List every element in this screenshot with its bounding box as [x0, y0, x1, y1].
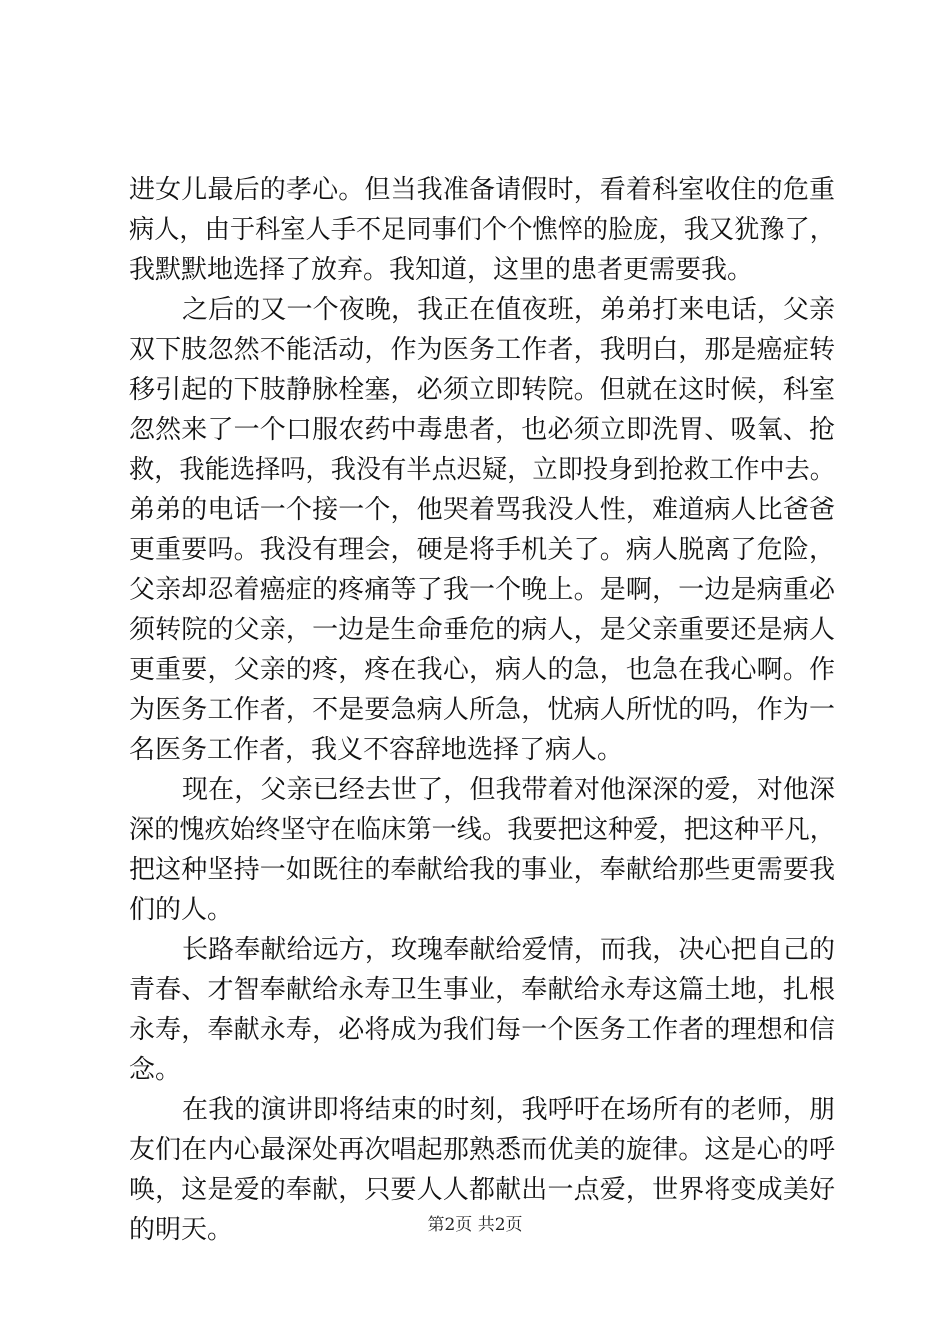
text-line-content: 在我的演讲即将结束的时刻，我呼吁在场所有的老师，朋 [182, 1095, 836, 1125]
text-line [129, 1130, 835, 1170]
text-line [129, 1170, 835, 1210]
text-line [129, 1090, 835, 1130]
text-line-content: 长路奉献给远方，玫瑰奉献给爱情，而我，决心把自己的 [182, 935, 836, 965]
text-line-content: 须转院的父亲，一边是生命垂危的病人，是父亲重要还是病人 [129, 615, 836, 645]
text-line-content: 移引起的下肢静脉栓塞，必须立即转院。但就在这时候，科室 [129, 375, 836, 405]
text-line-content: 永寿，奉献永寿，必将成为我们每一个医务工作者的理想和信 [129, 1015, 836, 1045]
text-line-content: 名医务工作者，我义不容辞地选择了病人。 [129, 735, 624, 765]
text-line [129, 690, 835, 730]
text-line [129, 930, 835, 970]
text-line [129, 370, 835, 410]
text-line-content: 现在，父亲已经去世了，但我带着对他深深的爱，对他深 [182, 775, 836, 805]
text-line-content: 病人，由于科室人手不足同事们个个憔悴的脸庞，我又犹豫了， [129, 215, 835, 245]
text-line [129, 1050, 835, 1090]
text-line [129, 410, 835, 450]
paragraph [129, 290, 835, 770]
page-number-footer: 第2页 共2页 [427, 1215, 523, 1235]
text-line-content: 青春、才智奉献给永寿卫生事业，奉献给永寿这篇土地，扎根 [129, 975, 836, 1005]
text-line-content: 进女儿最后的孝心。但当我准备请假时，看着科室收住的危重 [129, 175, 836, 205]
text-line-content: 为医务工作者，不是要急病人所急，忧病人所忧的吗，作为一 [129, 695, 836, 725]
document-body [129, 170, 835, 1250]
text-line [129, 210, 835, 250]
text-line [129, 250, 835, 290]
text-line-content: 唤，这是爱的奉献，只要人人都献出一点爱，世界将变成美好 [129, 1175, 836, 1205]
text-line-content: 弟弟的电话一个接一个，他哭着骂我没人性，难道病人比爸爸 [129, 495, 836, 525]
text-line-content: 深的愧疚始终坚守在临床第一线。我要把这种爱，把这种平凡， [129, 815, 835, 845]
paragraph [129, 930, 835, 1090]
text-line-content: 双下肢忽然不能活动，作为医务工作者，我明白，那是癌症转 [129, 335, 836, 365]
text-line [129, 1010, 835, 1050]
text-line [129, 290, 835, 330]
text-line [129, 570, 835, 610]
text-line-content: 把这种坚持一如既往的奉献给我的事业，奉献给那些更需要我 [129, 855, 836, 885]
text-line-content: 友们在内心最深处再次唱起那熟悉而优美的旋律。这是心的呼 [129, 1135, 836, 1165]
text-line [129, 730, 835, 770]
text-line [129, 530, 835, 570]
text-line-content: 父亲却忍着癌症的疼痛等了我一个晚上。是啊，一边是病重必 [129, 575, 836, 605]
text-line-content: 的明天。 [129, 1215, 234, 1245]
text-line [129, 450, 835, 490]
text-line-content: 救，我能选择吗，我没有半点迟疑，立即投身到抢救工作中去。 [129, 455, 835, 485]
text-line [129, 970, 835, 1010]
text-line-content: 我默默地选择了放弃。我知道，这里的患者更需要我。 [129, 255, 754, 285]
text-line-content: 念。 [129, 1055, 182, 1085]
text-line [129, 770, 835, 810]
text-line [129, 650, 835, 690]
text-line-content: 更重要吗。我没有理会，硬是将手机关了。病人脱离了危险， [129, 535, 836, 565]
text-line [129, 850, 835, 890]
text-line-content: 之后的又一个夜晚，我正在值夜班，弟弟打来电话，父亲 [182, 295, 836, 325]
text-line [129, 610, 835, 650]
paragraph [129, 170, 835, 290]
text-line-content: 忽然来了一个口服农药中毒患者，也必须立即洗胃、吸氧、抢 [129, 415, 836, 445]
paragraph [129, 770, 835, 930]
text-line [129, 810, 835, 850]
text-line-content: 们的人。 [129, 895, 234, 925]
text-line [129, 890, 835, 930]
text-line [129, 490, 835, 530]
text-line [129, 170, 835, 210]
text-line [129, 330, 835, 370]
text-line-content: 更重要，父亲的疼，疼在我心，病人的急，也急在我心啊。作 [129, 655, 836, 685]
